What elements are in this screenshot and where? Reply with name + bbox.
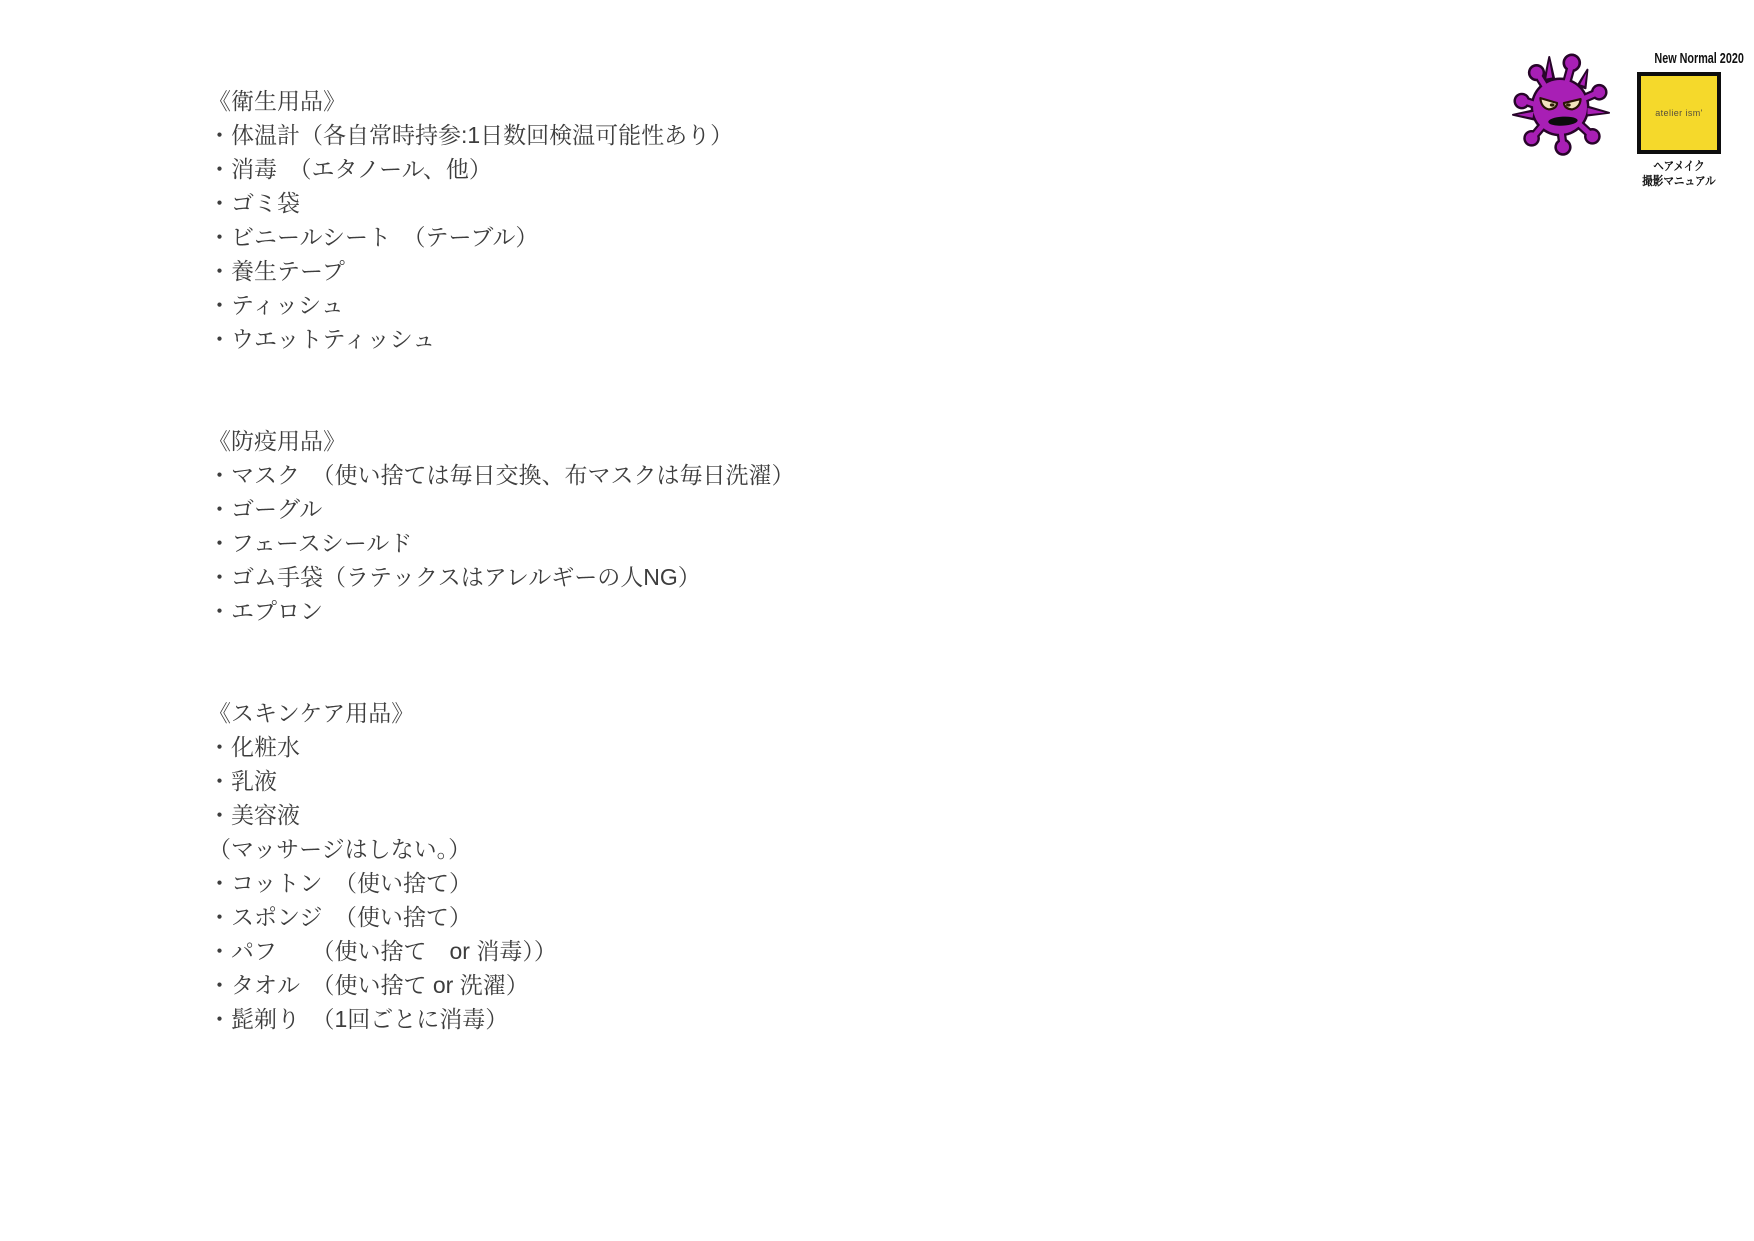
virus-icon <box>1512 52 1610 156</box>
list-item: ・スポンジ （使い捨て） <box>208 904 472 930</box>
list-item: ・ビニールシート （テーブル） <box>208 224 539 250</box>
list-item: ・エプロン <box>208 598 323 624</box>
section-hygiene-supplies <box>208 84 795 356</box>
badge-caption-line2: 撮影マニュアル <box>1642 174 1716 188</box>
atelier-logo-square <box>1637 72 1721 154</box>
list-item: ・ティッシュ <box>208 292 344 318</box>
section-epidemic-prevention-supplies <box>208 424 795 628</box>
section-skincare-supplies <box>208 696 795 1036</box>
section-heading: 《防疫用品》 <box>208 428 346 454</box>
section-heading: 《衛生用品》 <box>208 88 346 114</box>
list-item: ・ゴミ袋 <box>208 190 300 216</box>
list-item: ・乳液 <box>208 768 277 794</box>
list-item: ・化粧水 <box>208 734 300 760</box>
list-item: ・マスク （使い捨ては毎日交換、布マスクは毎日洗濯） <box>208 462 795 488</box>
list-item: （マッサージはしない。） <box>208 836 472 862</box>
badge-title: New Normal 2020 <box>1654 50 1744 67</box>
list-item: ・ウエットティッシュ <box>208 326 436 352</box>
badge-caption <box>1637 159 1721 189</box>
atelier-badge <box>1637 50 1744 189</box>
supply-lists <box>208 84 795 1104</box>
section-heading: 《スキンケア用品》 <box>208 700 415 726</box>
list-item: ・髭剃り （1回ごとに消毒） <box>208 1006 509 1032</box>
list-item: ・美容液 <box>208 802 300 828</box>
atelier-logo-text: atelier ism' <box>1655 108 1703 118</box>
list-item: ・消毒 （エタノール、他） <box>208 156 492 182</box>
list-item: ・ゴーグル <box>208 496 323 522</box>
list-item: ・養生テープ <box>208 258 345 284</box>
list-item: ・体温計（各自常時持参:1日数回検温可能性あり） <box>208 122 734 148</box>
list-item: ・タオル （使い捨て or 洗濯） <box>208 972 529 998</box>
list-item: ・コットン （使い捨て） <box>208 870 473 896</box>
badge-caption-line1: ヘアメイク <box>1653 159 1705 173</box>
list-item: ・ゴム手袋（ラテックスはアレルギーの人NG） <box>208 564 701 590</box>
list-item: ・パフ （使い捨て or 消毒）） <box>208 938 557 964</box>
list-item: ・フェースシールド <box>208 530 413 556</box>
